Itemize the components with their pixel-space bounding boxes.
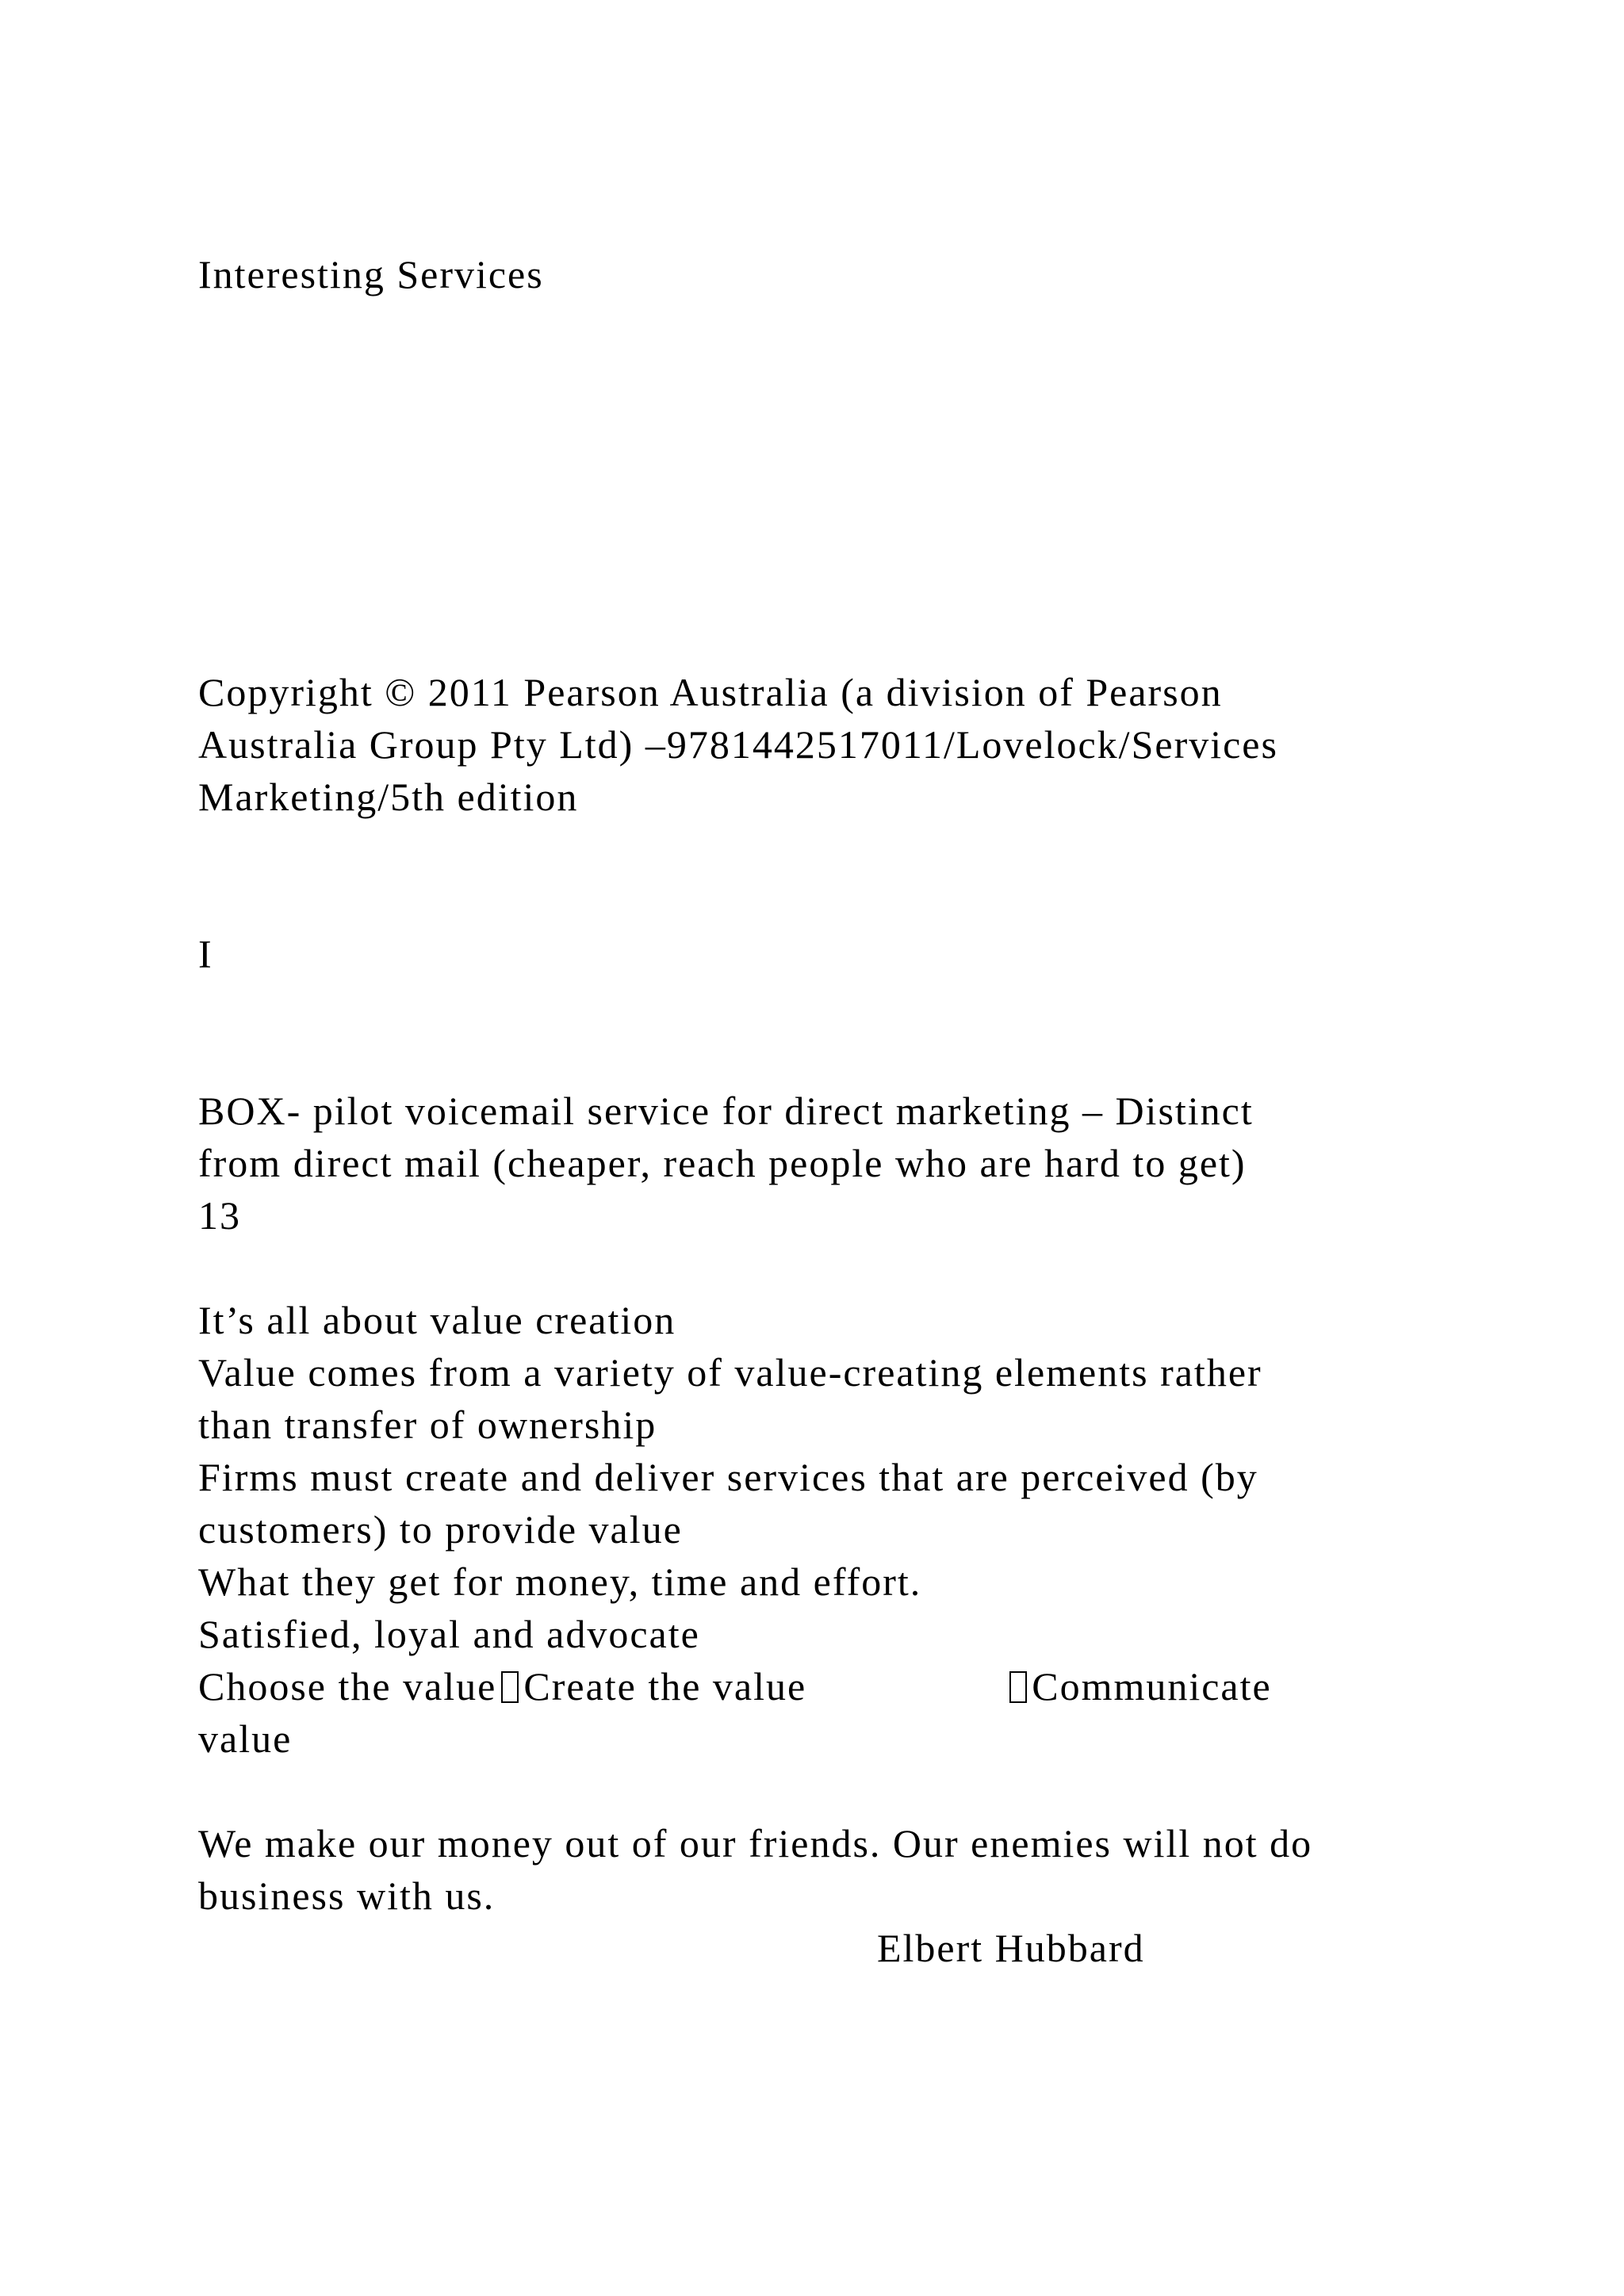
quote-line-1: We make our money out of our friends. Our enemies will not do	[198, 1821, 1313, 1866]
copyright-line-1: Copyright © 2011 Pearson Australia (a division of Pearson	[198, 670, 1223, 714]
box-line-3: 13	[198, 1193, 241, 1238]
document-title: Interesting Services	[198, 252, 544, 297]
value-chain-step-3: Communicate	[1032, 1664, 1272, 1709]
value-chain-step-2: Create the value	[523, 1664, 807, 1709]
value-line-4: Firms must create and deliver services that are perceived (by	[198, 1455, 1258, 1499]
roman-marker: I	[198, 932, 213, 976]
value-chain-step-1: Choose the value	[198, 1664, 497, 1709]
value-line-7: Satisfied, loyal and advocate	[198, 1612, 700, 1656]
arrow-glyph-icon	[501, 1671, 519, 1703]
box-line-1: BOX- pilot voicemail service for direct marketing – Distinct	[198, 1089, 1254, 1133]
quote-line-2: business with us.	[198, 1873, 496, 1918]
value-line-5: customers) to provide value	[198, 1507, 683, 1552]
value-line-1: It’s all about value creation	[198, 1298, 676, 1342]
arrow-glyph-icon	[1009, 1671, 1027, 1703]
value-chain-continuation: value	[198, 1716, 293, 1761]
value-line-2: Value comes from a variety of value-creating elements rather	[198, 1350, 1262, 1395]
value-line-6: What they get for money, time and effort.	[198, 1559, 922, 1604]
copyright-line-3: Marketing/5th edition	[198, 775, 579, 819]
value-line-3: than transfer of ownership	[198, 1402, 657, 1447]
box-line-2: from direct mail (cheaper, reach people who are hard to get)	[198, 1141, 1247, 1185]
quote-author: Elbert Hubbard	[877, 1926, 1145, 1970]
copyright-line-2: Australia Group Pty Ltd) –9781442517011/Lovelock/Services	[198, 722, 1278, 767]
value-chain-line	[198, 1660, 1272, 1712]
